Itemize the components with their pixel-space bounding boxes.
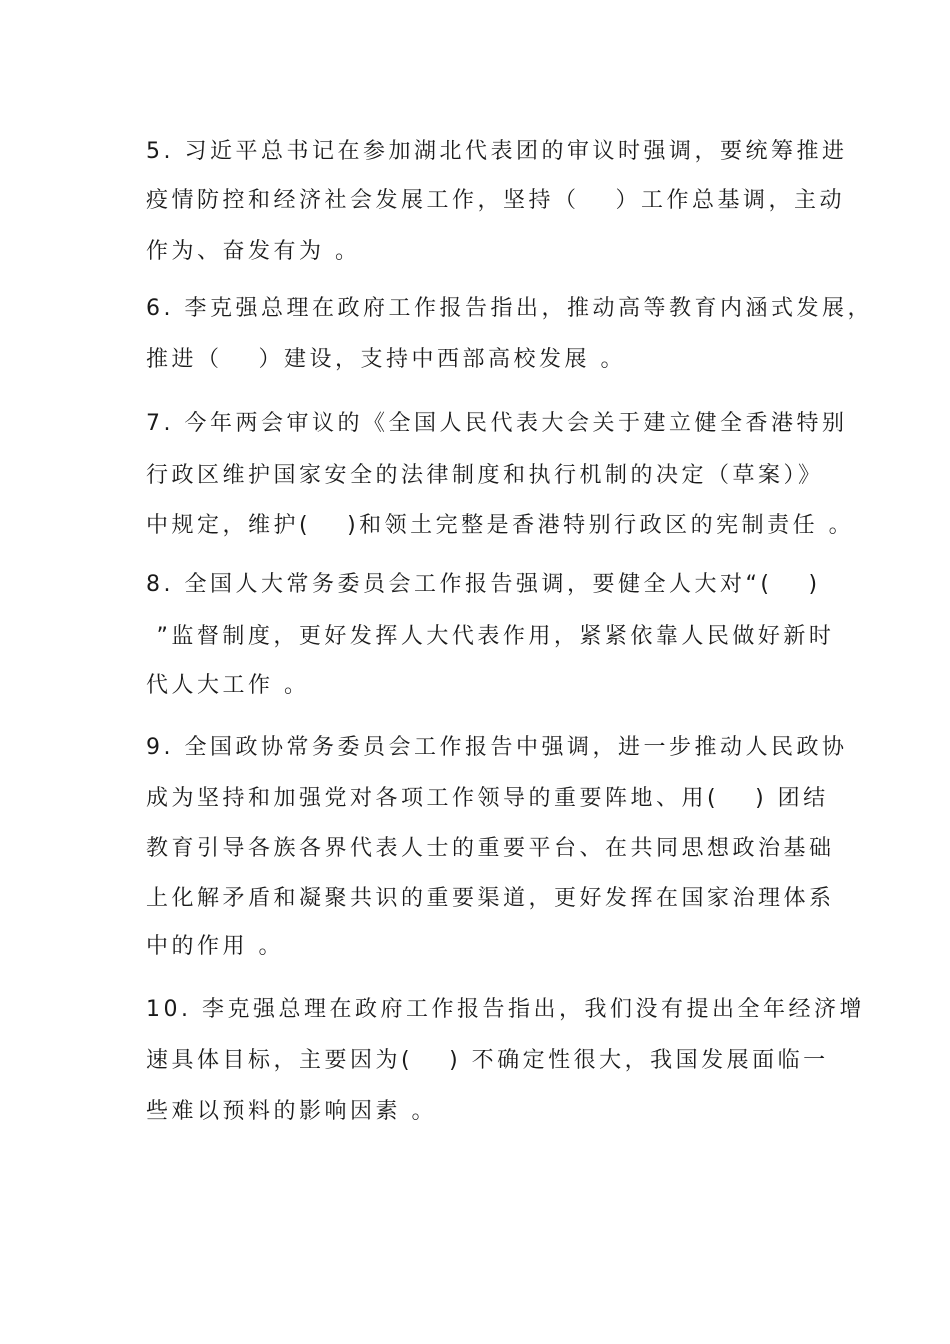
- question-5-line-2: 疫情防控和经济社会发展工作，坚持（ ）工作总基调，主动: [146, 188, 845, 213]
- question-10-line-1: 10. 李克强总理在政府工作报告指出，我们没有提出全年经济增: [146, 997, 865, 1022]
- question-7-line-1: 7. 今年两会审议的《全国人民代表大会关于建立健全香港特别: [146, 411, 848, 436]
- question-9-line-4: 上化解矛盾和凝聚共识的重要渠道，更好发挥在国家治理体系: [146, 886, 835, 911]
- question-5-line-3: 作为、奋发有为 。: [146, 239, 361, 264]
- question-6-line-2: 推进（ ）建设，支持中西部高校发展 。: [146, 347, 626, 372]
- question-8-line-1: 8. 全国人大常务委员会工作报告强调，要健全人大对“( ): [146, 572, 821, 597]
- question-9-line-3: 教育引导各族各界代表人士的重要平台、在共同思想政治基础: [146, 836, 835, 861]
- question-9-line-2: 成为坚持和加强党对各项工作领导的重要阵地、用( ) 团结: [146, 786, 829, 811]
- question-7-line-3: 中规定，维护( )和领土完整是香港特别行政区的宪制责任 。: [146, 513, 855, 538]
- question-10-line-3: 些难以预料的影响因素 。: [146, 1099, 437, 1124]
- question-9-line-1: 9. 全国政协常务委员会工作报告中强调，进一步推动人民政协: [146, 735, 848, 760]
- question-7-line-2: 行政区维护国家安全的法律制度和执行机制的决定（草案）》: [146, 463, 824, 488]
- question-9-line-5: 中的作用 。: [146, 934, 284, 959]
- question-5-line-1: 5. 习近平总书记在参加湖北代表团的审议时强调，要统筹推进: [146, 139, 848, 164]
- question-8-line-2: ”监督制度，更好发挥人大代表作用，紧紧依靠人民做好新时: [146, 624, 835, 649]
- question-6-line-1: 6. 李克强总理在政府工作报告指出，推动高等教育内涵式发展，: [146, 296, 873, 321]
- question-8-line-3: 代人大工作 。: [146, 673, 310, 698]
- question-10-line-2: 速具体目标，主要因为( ) 不确定性很大，我国发展面临一: [146, 1048, 829, 1073]
